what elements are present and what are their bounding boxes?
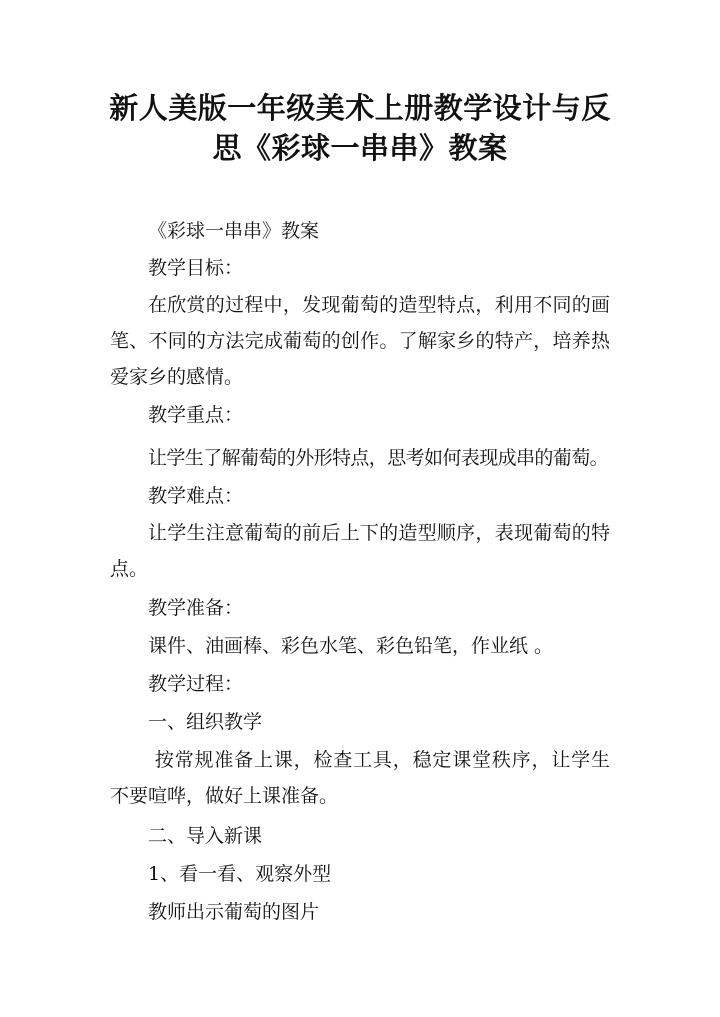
lesson-name: 《彩球一串串》教案 (148, 220, 320, 242)
paragraph-preparation: 课件、油画棒、彩色水笔、彩色铅笔，作业纸 。 (148, 635, 554, 657)
step-heading-organize: 一、组织教学 (148, 711, 263, 733)
section-heading-preparation: 教学准备： (148, 597, 244, 619)
section-heading-difficulties: 教学难点： (148, 485, 244, 507)
document-title-line-2: 思《彩球一串串》教案 (212, 131, 508, 165)
paragraph-key-points: 让学生了解葡萄的外形特点，思考如何表现成串的葡萄。 (148, 447, 609, 469)
paragraph-organize: 按常规准备上课，检查工具，稳定课堂秩序，让学生不要喧哗，做好上课准备。 (110, 749, 610, 807)
step-heading-introduce: 二、导入新课 (148, 825, 263, 847)
document-title-line-1: 新人美版一年级美术上册教学设计与反 (109, 91, 611, 125)
section-heading-key-points: 教学重点： (148, 404, 244, 426)
paragraph-difficulties: 让学生注意葡萄的前后上下的造型顺序，表现葡萄的特点。 (110, 522, 610, 580)
paragraph-objectives: 在欣赏的过程中，发现葡萄的造型特点，利用不同的画笔、不同的方法完成葡萄的创作。了解家乡的特产，培养热爱家乡的感情。 (110, 294, 610, 388)
paragraph-show-picture: 教师出示葡萄的图片 (148, 901, 320, 923)
section-heading-objectives: 教学目标： (148, 257, 244, 279)
section-heading-process: 教学过程： (148, 673, 244, 695)
step-heading-observe: 1、看一看、观察外型 (148, 863, 332, 885)
